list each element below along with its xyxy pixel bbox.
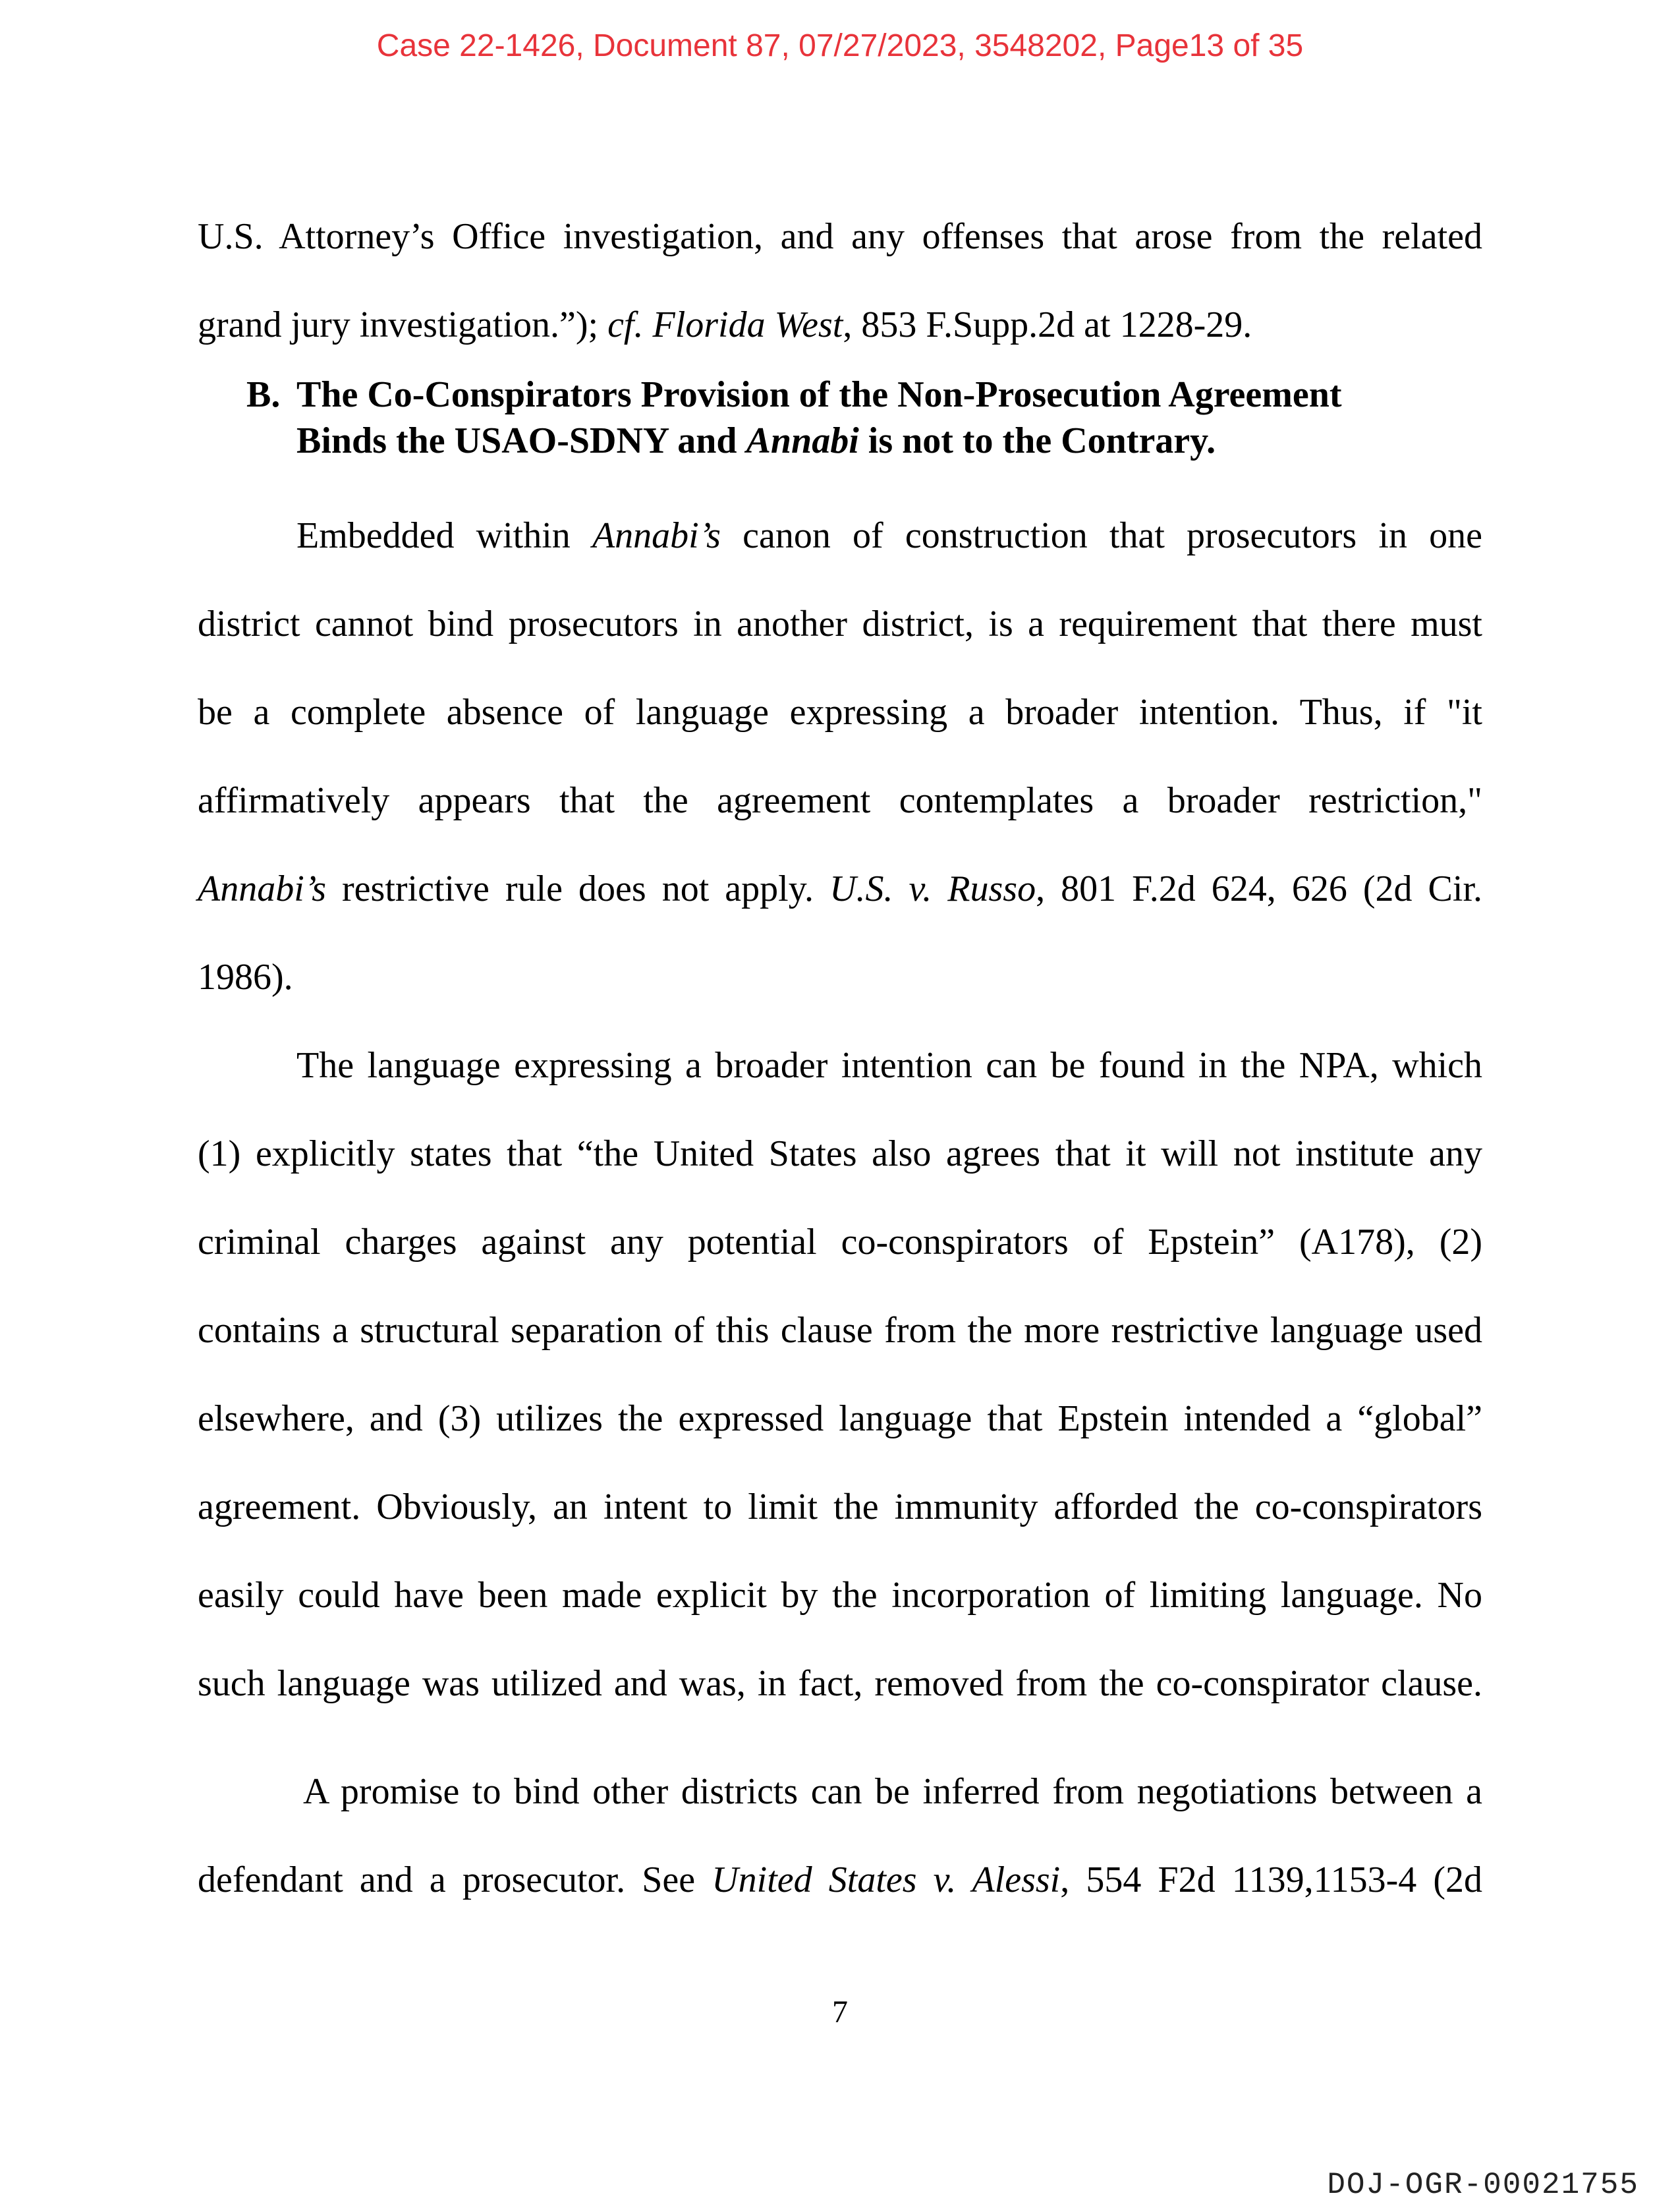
heading-text: The Co-Conspirators Provision of the Non-Prosecution Agreement <box>296 374 1342 415</box>
body-line: (1) explicitly states that “the United States also agrees that it will not institute any <box>198 1133 1482 1174</box>
heading-letter: B. <box>246 374 281 415</box>
body-line: contains a structural separation of this clause from the more restrictive language used <box>198 1310 1482 1351</box>
text-run: restrictive rule does not apply. <box>326 868 830 909</box>
text-run: U.S. Attorney’s Office investigation, and any offenses that arose from the related <box>198 216 1482 257</box>
paragraph-spacer <box>198 1728 1482 1747</box>
text-run: , 853 F.Supp.2d at 1228-29. <box>843 304 1252 345</box>
heading-line-1 <box>246 372 1482 418</box>
body-line: A promise to bind other districts can be inferred from negotiations between a <box>303 1771 1482 1812</box>
body-line <box>198 845 1482 933</box>
case-name: Annabi’s <box>592 515 721 556</box>
body-line: 1986). <box>198 957 293 998</box>
text-run: canon of construction that prosecutors in one <box>720 515 1482 556</box>
text-run: grand jury investigation.”); <box>198 304 608 345</box>
case-citation-name: United States v. Alessi <box>712 1859 1061 1900</box>
body-line: affirmatively appears that the agreement contemplates a broader restriction," <box>198 780 1482 821</box>
case-name: Florida West <box>652 304 843 345</box>
text-run: , 554 F2d 1139,1153-4 (2d <box>1060 1859 1482 1900</box>
heading-case-name: Annabi <box>746 420 859 461</box>
body-line: such language was utilized and was, in fact, removed from the co-conspirator clause. <box>198 1663 1482 1704</box>
heading-text: is not to the Contrary. <box>858 420 1216 461</box>
body-line <box>198 1836 1482 1924</box>
body-line <box>198 492 1482 580</box>
body-line <box>198 192 1482 281</box>
body-line: criminal charges against any potential co-conspirators of Epstein” (A178), (2) <box>198 1222 1482 1262</box>
document-body <box>198 192 1482 1924</box>
case-name: Annabi’s <box>198 868 326 909</box>
signal-cf: cf. <box>607 304 644 345</box>
text-run: Embedded within <box>296 515 592 556</box>
case-citation-name: U.S. v. Russo <box>829 868 1036 909</box>
body-line: be a complete absence of language expressing a broader intention. Thus, if "it <box>198 692 1482 733</box>
text-run: , 801 F.2d 624, 626 (2d Cir. <box>1036 868 1483 909</box>
heading-line-2 <box>246 418 1482 464</box>
page-number: 7 <box>832 1995 848 2029</box>
text-run: defendant and a prosecutor. See <box>198 1859 712 1900</box>
case-header-stamp: Case 22-1426, Document 87, 07/27/2023, 3548202, Page13 of 35 <box>376 28 1304 63</box>
body-line: elsewhere, and (3) utilizes the expressed language that Epstein intended a “global” <box>198 1398 1482 1439</box>
heading-text: Binds the USAO-SDNY and <box>296 420 746 461</box>
body-line <box>198 281 1482 369</box>
bates-number: DOJ-OGR-00021755 <box>1327 2168 1639 2202</box>
body-line: district cannot bind prosecutors in another district, is a requirement that there must <box>198 604 1482 644</box>
body-line: The language expressing a broader intention can be found in the NPA, which <box>296 1045 1482 1086</box>
body-line: agreement. Obviously, an intent to limit the immunity afforded the co-conspirators <box>198 1487 1482 1527</box>
section-heading <box>246 372 1482 464</box>
body-line: easily could have been made explicit by the incorporation of limiting language. No <box>198 1575 1482 1616</box>
